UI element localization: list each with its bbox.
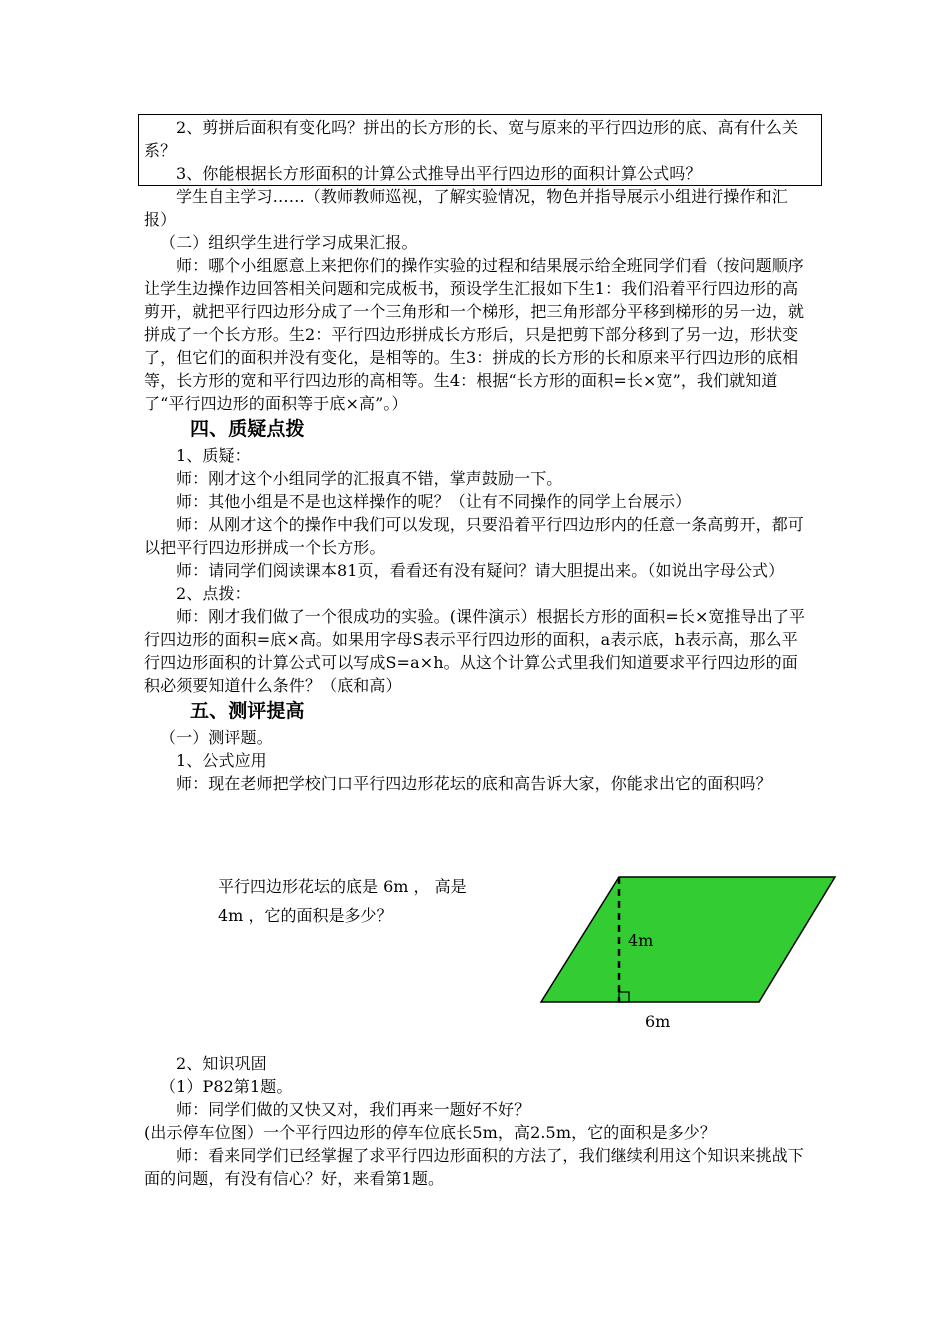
report-title: （二）组织学生进行学习成果汇报。 <box>160 233 418 252</box>
s5-paragraph-1: 师：现在老师把学校门口平行四边形花坛的底和高告诉大家，你能求出它的面积吗？ <box>176 774 772 793</box>
s4-paragraph-3: 师：从刚才这个的操作中我们可以发现，只要沿着平行四边形内的任意一条高剪开，都可以把平行四边形拼成一个长方形。 <box>144 515 804 557</box>
s5-paragraph-4: 师：看来同学们已经掌握了求平行四边形面积的方法了，我们继续利用这个知识来挑战下面的问题，有没有信心？好，来看第1题。 <box>144 1146 804 1188</box>
self-study-paragraph: 学生自主学习……（教师教师巡视，了解实验情况，物色并指导展示小组进行操作和汇报） <box>144 187 788 229</box>
document-body <box>144 116 808 795</box>
boxed-question-3: 3、你能根据长方形面积的计算公式推导出平行四边形的面积计算公式吗？ <box>176 164 702 183</box>
s5-paragraph-3: (出示停车位图）一个平行四边形的停车位底长5m，高2.5m，它的面积是多少？ <box>144 1123 717 1142</box>
s5-paragraph-2: 师：同学们做的又快又对，我们再来一题好不好？ <box>176 1100 531 1119</box>
s5-consolidation-label: 2、知识巩固 <box>176 1054 267 1073</box>
s5-test-title: （一）测评题。 <box>160 728 273 747</box>
report-paragraph: 师：哪个小组愿意上来把你们的操作实验的过程和结果展示给全班同学们看（按问题顺序让学生边操作边回答相关问题和完成板书，预设学生汇报如下生1：我们沿着平行四边形的高剪开，就把平行四边形分成了一个三角形和一个梯形，把三角形部分平移到梯形的另一边，就拼成了一个长方形。生2：平行四边形拼成长方形后，只是把剪下部分移到了另一边，形状变了，但它们的面积并没有变化，是相等的。生3：拼成的长方形的长和原来平行四边形的底相等，长方形的宽和平行四边形的高相等。生4：根据“长方形的面积=长×宽”，我们就知道了“平行四边形的面积等于底×高”。） <box>144 256 805 413</box>
s4-question-label: 1、质疑： <box>176 446 251 465</box>
section-4-heading: 四、质疑点拨 <box>190 418 305 440</box>
figure-question <box>218 872 538 930</box>
s5-formula-label: 1、公式应用 <box>176 751 267 770</box>
parallelogram-figure <box>530 868 850 1038</box>
s4-paragraph-5: 师：刚才我们做了一个很成功的实验。(课件演示）根据长方形的面积=长×宽推导出了平行四边形的面积=底×高。如果用字母S表示平行四边形的面积，a表示底，h表示高，那么平行四边形面积的计算公式可以写成S=a×h。从这个计算公式里我们知道要求平行四边形的面积必须要知道什么条件？（底和高） <box>144 607 806 695</box>
s4-paragraph-1: 师：刚才这个小组同学的汇报真不错，掌声鼓励一下。 <box>176 469 563 488</box>
height-label: 4m <box>628 931 654 950</box>
base-label: 6m <box>645 1012 671 1031</box>
figure-question-line-1: 平行四边形花坛的底是 6m ， 高是 <box>218 877 467 896</box>
s4-guidance-label: 2、点拨： <box>176 584 251 603</box>
section-5-heading: 五、测评提高 <box>190 700 305 722</box>
s4-paragraph-4: 师：请同学们阅读课本81页，看看还有没有疑问？请大胆提出来。（如说出字母公式） <box>176 561 785 580</box>
document-body-continued <box>144 1052 808 1190</box>
s5-exercise-1: （1）P82第1题。 <box>160 1077 293 1096</box>
parallelogram-shape <box>541 877 835 1002</box>
boxed-question-2: 2、剪拼后面积有变化吗？拼出的长方形的长、宽与原来的平行四边形的底、高有什么关系？ <box>144 118 799 160</box>
figure-question-line-2: 4m ，它的面积是多少？ <box>218 906 393 925</box>
s4-paragraph-2: 师：其他小组是不是也这样操作的呢？（让有不同操作的同学上台展示） <box>176 492 692 511</box>
